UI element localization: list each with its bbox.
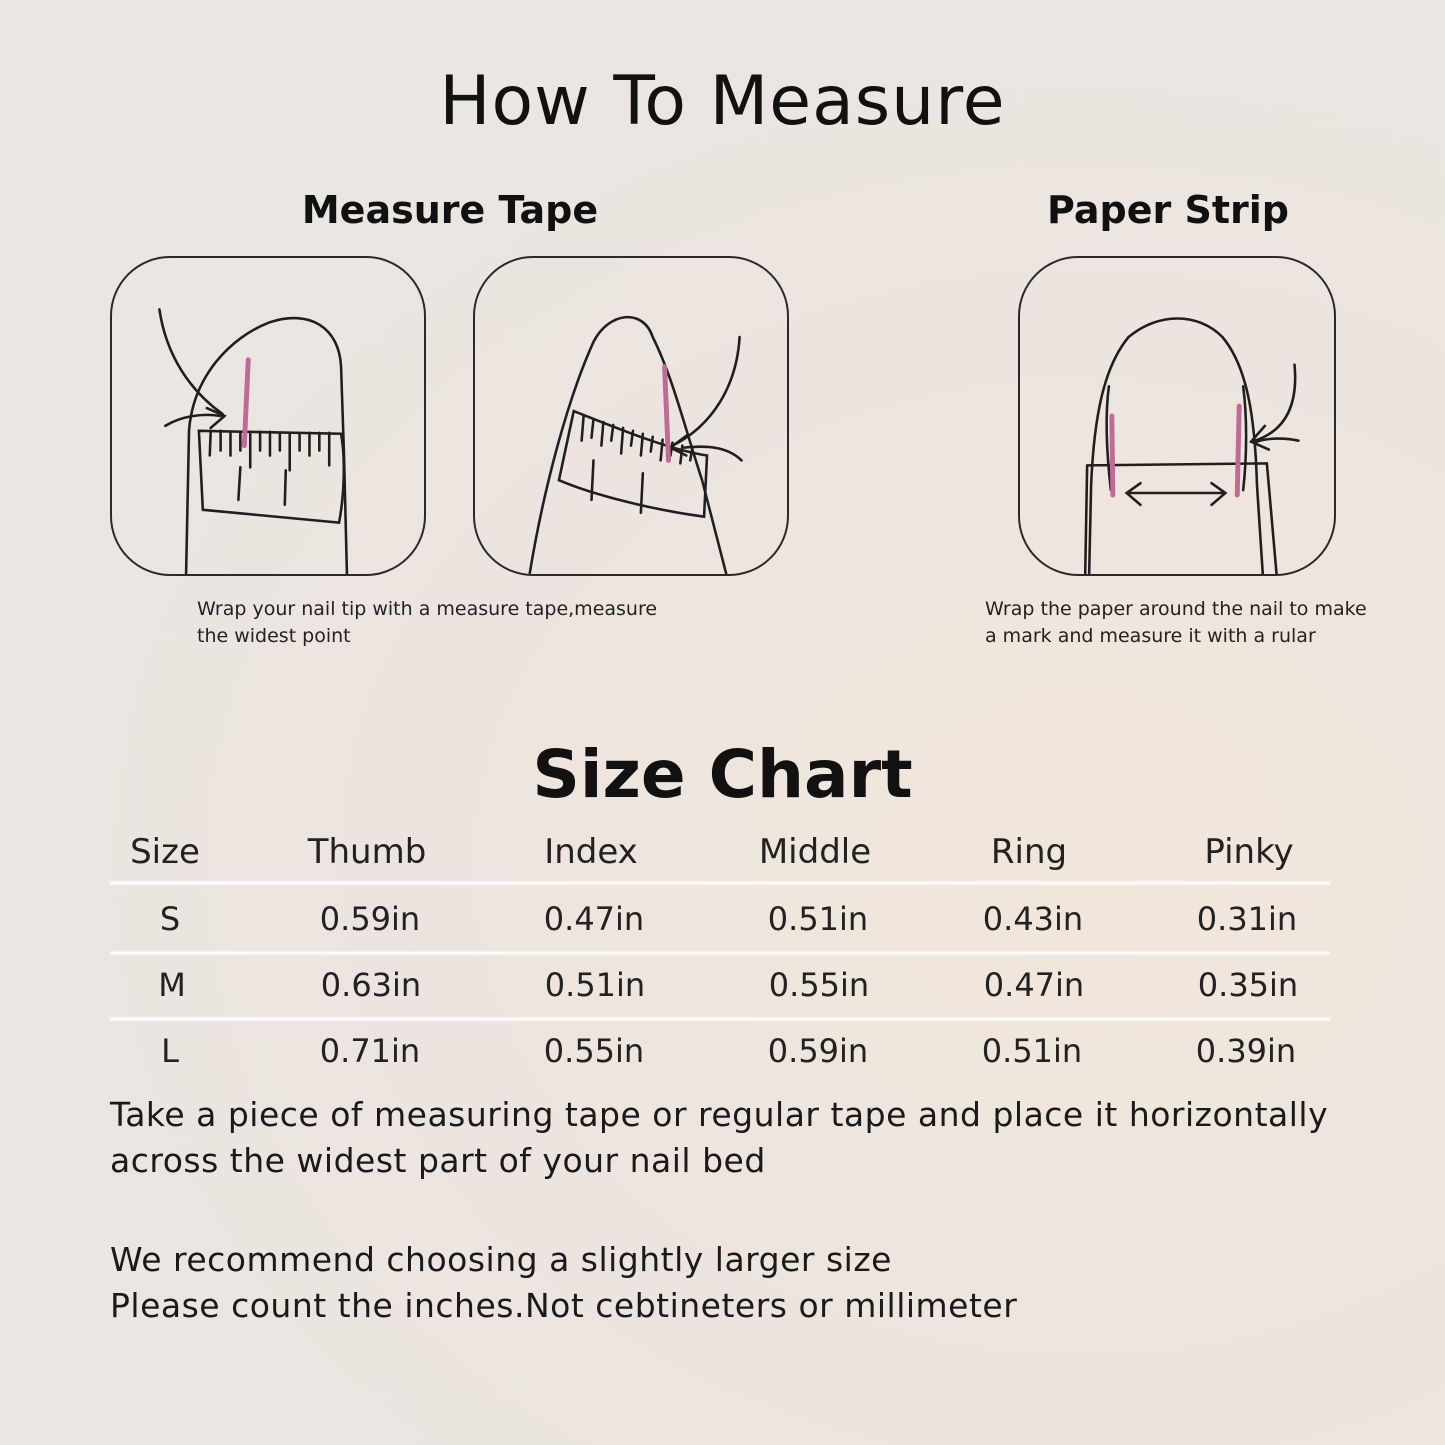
cell-s-index: 0.47in [543, 900, 645, 938]
paper-caption [985, 596, 1367, 650]
finger-paper-strip-icon [1020, 258, 1334, 574]
size-chart-title: Size Chart [532, 736, 913, 813]
cell-l-thumb: 0.71in [319, 1032, 421, 1070]
header-thumb: Thumb [307, 832, 427, 872]
note-line: We recommend choosing a slightly larger size [110, 1240, 892, 1279]
cell-s-middle: 0.51in [767, 900, 869, 938]
cell-size-s: S [159, 900, 181, 938]
cell-l-index: 0.55in [543, 1032, 645, 1070]
tape-caption [197, 596, 657, 650]
paper-caption-line2: a mark and measure it with a rular [985, 625, 1316, 647]
cell-s-ring: 0.43in [982, 900, 1084, 938]
cell-l-pinky: 0.39in [1195, 1032, 1297, 1070]
cell-s-pinky: 0.31in [1196, 900, 1298, 938]
cell-size-l: L [161, 1032, 179, 1070]
note-line: Please count the inches.Not cebtineters or millimeter [110, 1286, 1018, 1325]
header-pinky: Pinky [1204, 832, 1294, 872]
paper-strip-illustration [1018, 256, 1336, 576]
size-recommendation [110, 1237, 1017, 1329]
header-ring: Ring [990, 832, 1068, 872]
measure-instructions [110, 1092, 1328, 1184]
cell-m-pinky: 0.35in [1197, 966, 1299, 1004]
tape-caption-line1: Wrap your nail tip with a measure tape,measure [197, 598, 658, 620]
finger-tape-front-icon [112, 258, 424, 574]
paper-caption-line1: Wrap the paper around the nail to make [985, 598, 1367, 620]
measure-tape-heading: Measure Tape [301, 188, 599, 232]
tape-illustration-front [110, 256, 426, 576]
table-divider [110, 880, 1330, 886]
note-line: Take a piece of measuring tape or regular tape and place it horizontally [110, 1095, 1329, 1134]
tape-caption-line2: the widest point [197, 625, 351, 647]
cell-l-ring: 0.51in [981, 1032, 1083, 1070]
header-size: Size [130, 832, 200, 872]
cell-s-thumb: 0.59in [319, 900, 421, 938]
table-divider [110, 950, 1330, 956]
cell-l-middle: 0.59in [767, 1032, 869, 1070]
cell-m-middle: 0.55in [768, 966, 870, 1004]
note-line: across the widest part of your nail bed [110, 1141, 766, 1180]
cell-m-index: 0.51in [544, 966, 646, 1004]
cell-size-m: M [158, 966, 186, 1004]
cell-m-ring: 0.47in [983, 966, 1085, 1004]
paper-strip-heading: Paper Strip [1047, 188, 1289, 232]
header-middle: Middle [758, 832, 872, 872]
page-title: How To Measure [439, 62, 1006, 141]
tape-illustration-side [473, 256, 789, 576]
header-index: Index [544, 832, 638, 872]
cell-m-thumb: 0.63in [320, 966, 422, 1004]
table-divider [110, 1016, 1330, 1022]
finger-tape-side-icon [475, 258, 787, 574]
